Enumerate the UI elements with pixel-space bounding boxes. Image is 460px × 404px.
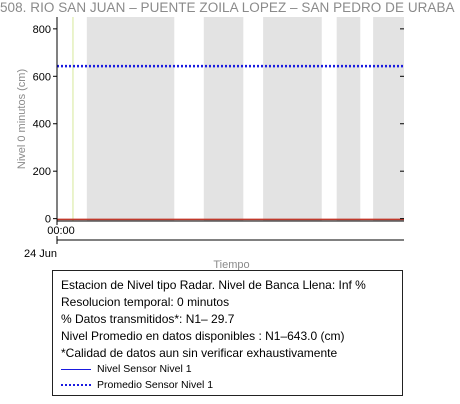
transmitted-text: % Datos transmitidos*: N1– 29.7 — [61, 312, 235, 326]
station-type-text: Estacion de Nivel tipo Radar. Nivel de Banca Llena: Inf % — [61, 278, 366, 292]
mean-level-text: Nivel Promedio en datos disponibles : N1–643.0 (cm) — [61, 329, 345, 343]
missing-data-band-4 — [373, 17, 404, 221]
missing-data-band-3 — [337, 17, 361, 221]
y-tick-label-200: 200 — [32, 166, 51, 179]
y-axis-label: Nivel 0 minutos (cm) — [16, 68, 28, 170]
info-panel — [52, 270, 403, 396]
missing-data-band-0 — [87, 17, 174, 221]
legend-dotted-label: Promedio Sensor Nivel 1 — [97, 379, 214, 391]
y-tick-label-0: 0 — [44, 213, 51, 226]
legend-solid-swatch — [61, 369, 91, 370]
chart-title: 508. RIO SAN JUAN – PUENTE ZOILA LOPEZ – SAN PEDRO DE URABA — [0, 0, 455, 15]
missing-data-band-2 — [263, 17, 322, 221]
missing-data-band-1 — [204, 17, 244, 221]
x-axis-label: Tiempo — [213, 259, 250, 270]
quality-note-text: *Calidad de datos aun sin verificar exhaustivamente — [61, 346, 338, 360]
legend-solid — [61, 363, 192, 375]
y-tick-label-600: 600 — [32, 71, 51, 84]
legend-dotted — [61, 379, 213, 391]
y-tick-label-400: 400 — [32, 118, 51, 131]
y-tick-label-800: 800 — [32, 23, 51, 36]
legend-dotted-swatch — [61, 384, 91, 386]
legend-solid-label: Nivel Sensor Nivel 1 — [97, 363, 192, 375]
x-tick-sublabel-0: 24 Jun — [24, 248, 58, 260]
x-tick-label-0: 00:00 — [47, 225, 75, 237]
resolution-text: Resolucion temporal: 0 minutos — [61, 295, 230, 309]
